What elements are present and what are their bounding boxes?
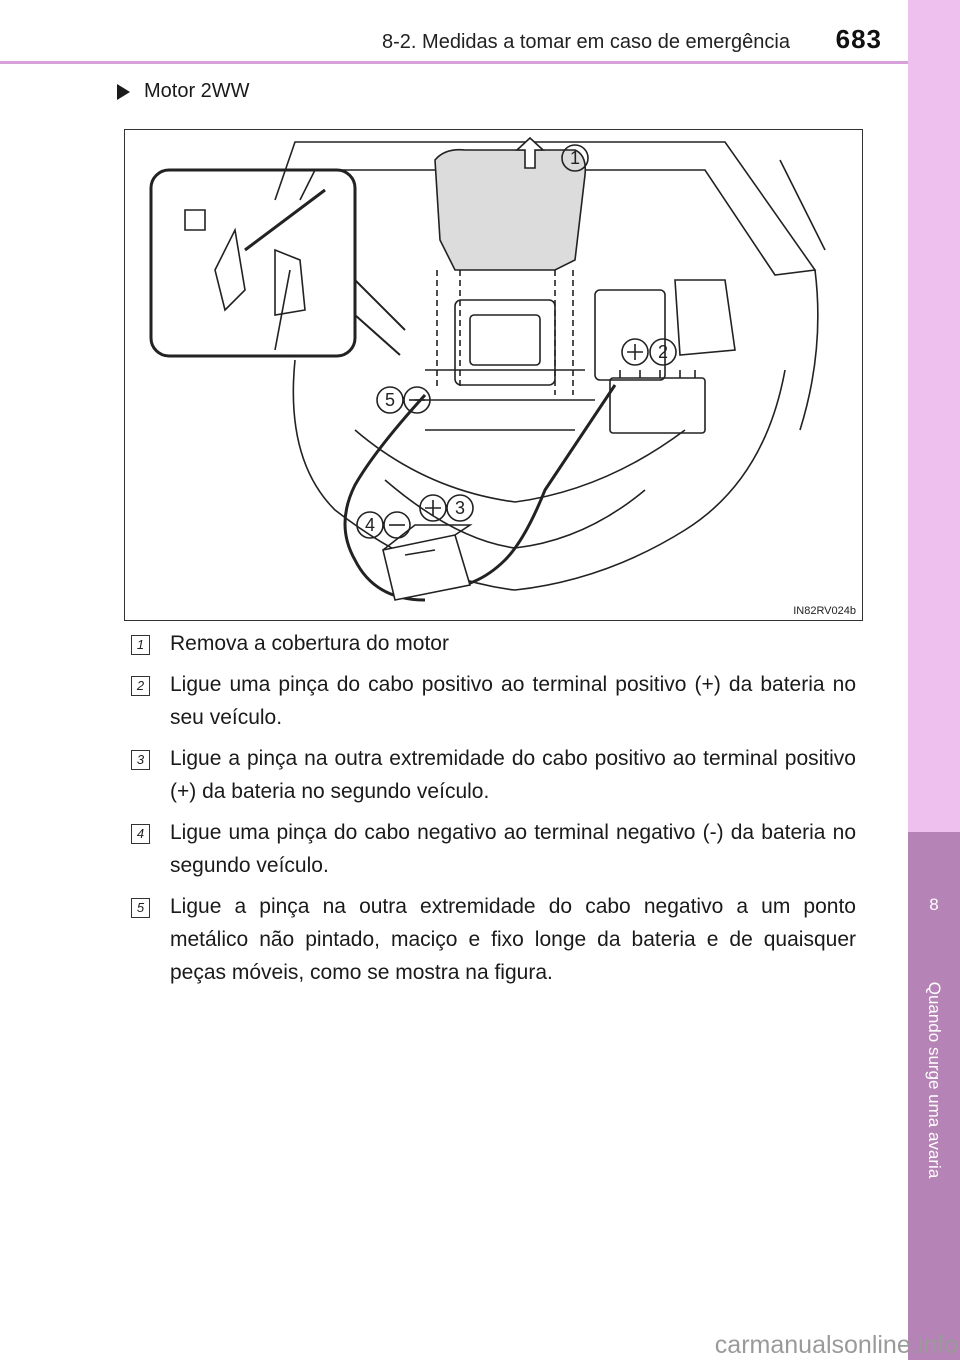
- chapter-title: Quando surge uma avaria: [925, 981, 944, 1179]
- figure-code: IN82RV024b: [793, 605, 856, 617]
- callout-4: 4: [364, 515, 376, 535]
- engine-jump-start-illustration: [124, 129, 863, 621]
- triangle-bullet-icon: [117, 84, 130, 100]
- page-header: [0, 0, 908, 62]
- step-number-badge: 5: [131, 898, 150, 918]
- watermark: carmanualsonline.info: [714, 1331, 958, 1359]
- step-list: [131, 627, 856, 997]
- page-number: 683: [835, 24, 882, 54]
- section-title: 8-2. Medidas a tomar em caso de emergência: [382, 31, 790, 53]
- section-heading-text: Motor 2WW: [144, 80, 250, 102]
- step-item: [131, 816, 856, 882]
- step-number-badge: 3: [131, 750, 150, 770]
- step-text: Ligue a pinça na outra extremidade do cabo positivo ao terminal positivo (+) da bateria no segundo veículo.: [170, 747, 856, 803]
- step-item: [131, 627, 856, 660]
- engine-bay-drawing: [125, 130, 862, 620]
- step-number-badge: 2: [131, 676, 150, 696]
- header-divider: [0, 61, 908, 64]
- step-item: [131, 890, 856, 989]
- step-text: Remova a cobertura do motor: [170, 632, 449, 655]
- step-number-badge: 1: [131, 635, 150, 655]
- step-item: [131, 668, 856, 734]
- chapter-number: 8: [929, 895, 939, 914]
- step-text: Ligue uma pinça do cabo positivo ao terminal positivo (+) da bateria no seu veículo.: [170, 673, 856, 729]
- step-number-badge: 4: [131, 824, 150, 844]
- callout-2: 2: [657, 342, 669, 362]
- step-text: Ligue a pinça na outra extremidade do cabo negativo a um ponto metálico não pintado, maciço e fixo longe da bateria e de quaisquer peças móveis, como se mostra na figura.: [170, 895, 856, 984]
- step-text: Ligue uma pinça do cabo negativo ao terminal negativo (-) da bateria no segundo veículo.: [170, 821, 856, 877]
- section-heading: [117, 80, 250, 103]
- callout-3: 3: [454, 498, 466, 518]
- callout-1: 1: [569, 148, 581, 168]
- callout-5: 5: [384, 390, 396, 410]
- step-item: [131, 742, 856, 808]
